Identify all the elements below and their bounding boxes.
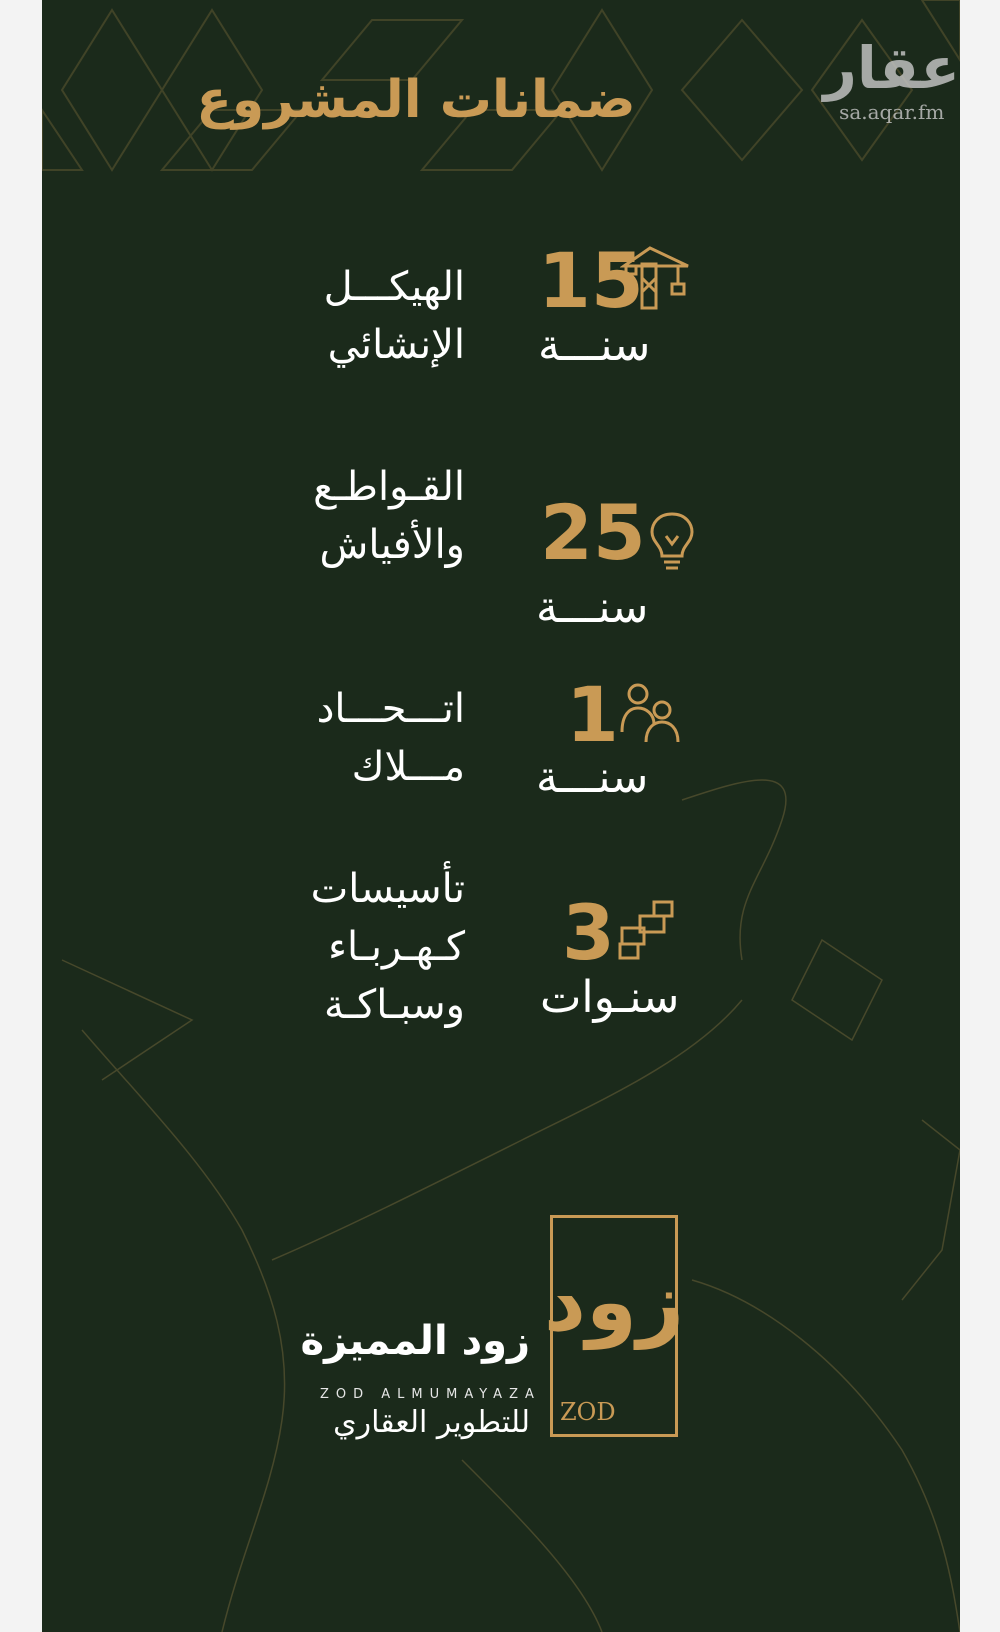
logo-subtitle: للتطوير العقاري	[333, 1405, 530, 1440]
label-line: القـواطـع	[313, 464, 465, 510]
label-line: والأفياش	[319, 522, 465, 568]
aqar-watermark	[823, 34, 960, 124]
watermark-url: sa.aqar.fm	[839, 100, 945, 124]
label-line: الهيكـــل	[323, 264, 465, 310]
guarantee-unit: سنـوات	[540, 972, 680, 1023]
guarantee-label-switches	[313, 458, 465, 574]
guarantee-years-number: 25	[540, 488, 646, 577]
label-line: اتـــحـــاد	[316, 686, 465, 732]
guarantee-unit: سنـــة	[538, 320, 651, 371]
label-line: الإنشائي	[327, 322, 465, 368]
logo-mark-arabic: زود	[543, 1255, 685, 1350]
people-icon	[618, 680, 684, 746]
guarantee-years-number: 3	[562, 888, 615, 977]
logo-name-arabic: زود المميزة	[300, 1318, 530, 1364]
guarantee-years-number: 1	[566, 670, 619, 759]
guarantee-label-installations	[311, 860, 465, 1034]
guarantee-unit: سنـــة	[536, 582, 649, 633]
logo-name-english: ZOD ALMUMAYAZA	[320, 1387, 541, 1402]
guarantee-label-structure	[324, 258, 465, 374]
guarantees-card	[42, 0, 960, 1632]
watermark-brand: عقار	[823, 34, 960, 102]
guarantee-label-owners	[317, 680, 465, 796]
label-line: وسبـاكـة	[323, 982, 465, 1028]
guarantee-unit: سنـــة	[536, 752, 649, 803]
label-line: كـهـربـاء	[328, 924, 465, 970]
pipes-icon	[616, 898, 678, 964]
page-title: ضمانات المشروع	[196, 70, 636, 130]
label-line: مـــلاك	[351, 744, 465, 790]
crane-icon	[620, 244, 692, 312]
lightbulb-icon	[648, 510, 696, 572]
label-line: تأسيسات	[310, 866, 465, 912]
guarantee-years-number: 15	[538, 236, 644, 325]
logo-mark-text: ZOD	[560, 1398, 616, 1426]
